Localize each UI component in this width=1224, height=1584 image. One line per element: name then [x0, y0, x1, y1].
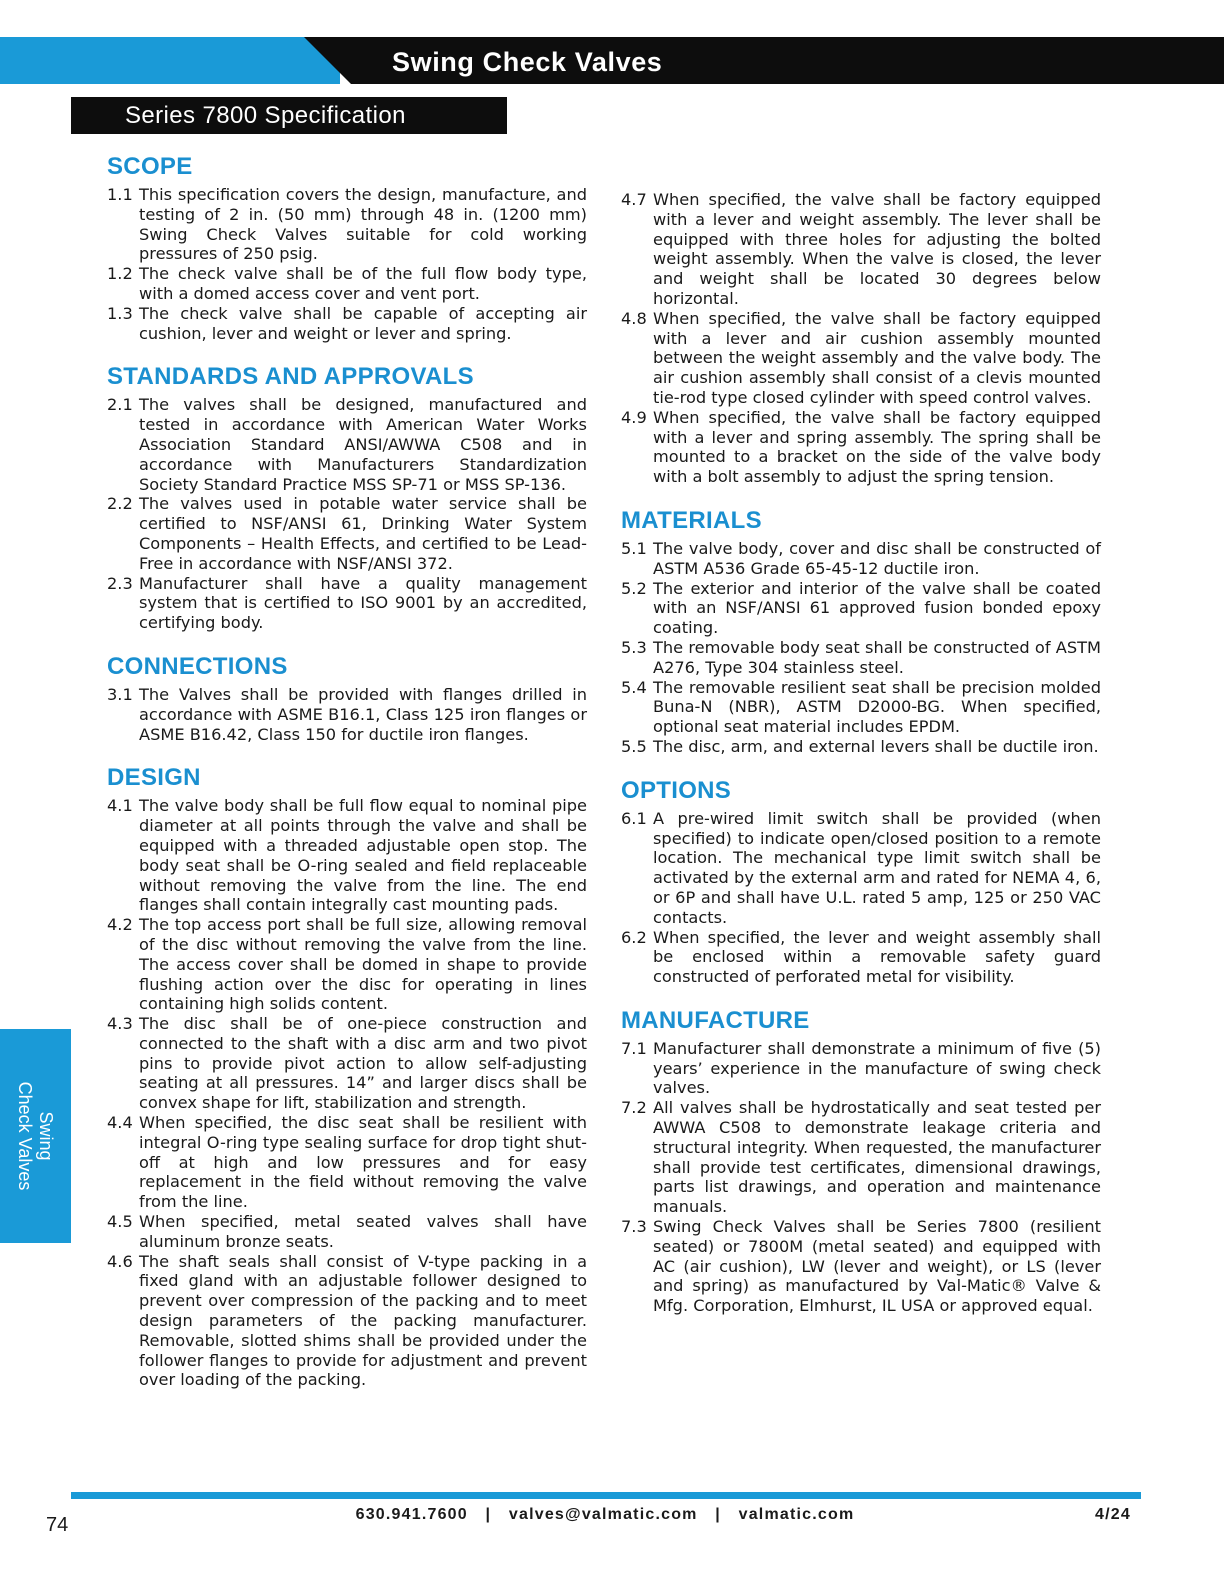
spec-item-number: 4.8	[621, 308, 647, 328]
spec-item	[107, 1212, 587, 1252]
section-manufacture	[621, 1007, 1101, 1316]
section-scope	[107, 153, 587, 343]
left-column	[107, 153, 587, 1410]
spec-item-text: The shaft seals shall consist of V-type packing in a fixed gland with an adjustable follower designed to prevent over compression of the packing and to meet design parameters of the packing manufacturer. Removable, slotted shims shall be provided under the follower flanges to provide for adjustment and prevent over loading of the packing.	[139, 1251, 587, 1390]
section-heading: CONNECTIONS	[107, 652, 288, 680]
section-heading: OPTIONS	[621, 776, 732, 804]
spec-item-number: 5.3	[621, 637, 647, 657]
spec-item-number: 4.3	[107, 1014, 133, 1034]
footer-contact	[0, 1506, 1224, 1524]
page-title: Swing Check Valves	[392, 47, 663, 77]
spec-item-text: Manufacturer shall have a quality management system that is certified to ISO 9001 by an accredited, certifying body.	[139, 573, 587, 633]
spec-item	[621, 1217, 1101, 1316]
spec-item-number: 1.1	[107, 185, 133, 204]
section-heading: SCOPE	[107, 153, 193, 180]
spec-item	[107, 185, 587, 264]
spec-item-number: 1.3	[107, 303, 133, 323]
footer-website-link[interactable]: valmatic.com	[738, 1506, 855, 1523]
spec-item	[621, 1098, 1101, 1217]
spec-item-text: When specified, the valve shall be factory equipped with a lever and air cushion assembly mounted between the weight assembly and the valve body. The air cushion assembly shall consist of a clevis mounted tie-rod type closed cylinder with speed control valves.	[653, 308, 1101, 407]
spec-item-text: The valve body shall be full flow equal to nominal pipe diameter at all points through the valve and shall be equipped with a threaded adjustable open stop. The body seat shall be O-ring sealed and field replaceable without removing the valve from the line. The end flanges shall contain integrally cast mounting pads.	[139, 796, 587, 915]
spec-item-text: Manufacturer shall demonstrate a minimum of five (5) years’ experience in the manufacture of swing check valves.	[653, 1038, 1101, 1098]
page-number: 74	[46, 1514, 69, 1536]
spec-item-text: The removable body seat shall be constructed of ASTM A276, Type 304 stainless steel.	[653, 637, 1101, 677]
spec-item	[621, 928, 1101, 987]
spec-item-number: 4.2	[107, 915, 133, 935]
spec-item-number: 4.1	[107, 796, 133, 816]
right-column	[621, 190, 1101, 1336]
section-heading: MANUFACTURE	[621, 1006, 810, 1034]
side-tab-line-2: Check Valves	[15, 1081, 35, 1191]
page-subtitle: Series 7800 Specification	[71, 97, 507, 134]
spec-item-text: The exterior and interior of the valve shall be coated with an NSF/ANSI 61 approved fusion bonded epoxy coating.	[653, 578, 1101, 638]
section-standards	[107, 363, 587, 633]
spec-item	[107, 1014, 587, 1113]
section-design	[107, 764, 587, 1390]
spec-item-text: When specified, the valve shall be factory equipped with a lever and spring assembly. The spring shall be mounted to a bracket on the side of the valve body with a bolt assembly to adjust the spring tension.	[653, 407, 1101, 487]
spec-item-number: 7.1	[621, 1038, 647, 1058]
spec-item	[621, 309, 1101, 408]
spec-item-number: 4.7	[621, 190, 647, 209]
spec-item-text: When specified, metal seated valves shall have aluminum bronze seats.	[139, 1212, 587, 1251]
section-materials	[621, 507, 1101, 757]
footer-phone[interactable]: 630.941.7600	[355, 1506, 468, 1523]
spec-item-text: When specified, the disc seat shall be resilient with integral O-ring type sealing surface for drop tight shut-off at high and low pressures and for easy replacement in the field without removing the valve from the line.	[139, 1113, 587, 1212]
spec-item	[107, 1113, 587, 1212]
spec-item	[107, 685, 587, 744]
spec-item	[621, 809, 1101, 928]
side-tab-label	[14, 1082, 56, 1191]
spec-item-number: 4.6	[107, 1251, 133, 1271]
spec-item	[107, 494, 587, 573]
spec-item	[107, 395, 587, 494]
spec-item-text: The check valve shall be of the full flow body type, with a domed access cover and vent port.	[139, 264, 587, 303]
spec-item	[107, 304, 587, 344]
spec-item-text: The Valves shall be provided with flanges drilled in accordance with ASME B16.1, Class 125 iron flanges or ASME B16.42, Class 150 for ductile iron flanges.	[139, 684, 587, 744]
spec-item-number: 4.4	[107, 1113, 133, 1133]
spec-item-number: 2.1	[107, 395, 133, 415]
header-blue-band	[0, 37, 340, 84]
section-options	[621, 777, 1101, 987]
spec-item	[621, 539, 1101, 579]
spec-item	[107, 574, 587, 633]
spec-item-text: When specified, the lever and weight assembly shall be enclosed within a removable safety guard constructed of perforated metal for visibility.	[653, 927, 1101, 987]
spec-item	[107, 1252, 587, 1391]
spec-item	[621, 408, 1101, 487]
spec-item-number: 5.5	[621, 736, 647, 756]
spec-item	[107, 915, 587, 1014]
spec-item	[621, 579, 1101, 638]
spec-item-text: A pre-wired limit switch shall be provided (when specified) to indicate open/closed position to a remote location. The mechanical type limit switch shall be activated by the external arm and rated for NEMA 4, 6, or 6P and shall have U.L. rated 5 amp, 125 or 250 VAC contacts.	[653, 808, 1101, 927]
spec-item-text: The disc shall be of one-piece construction and connected to the shaft with a disc arm and two pivot pins to provide pivot action to allow self-adjusting seating at all pressures. 14” and larger discs shall be convex shape for lift, stabilization and strength.	[139, 1014, 587, 1113]
section-heading: DESIGN	[107, 764, 201, 792]
spec-item-text: The disc, arm, and external levers shall be ductile iron.	[653, 736, 1099, 756]
spec-item	[621, 190, 1101, 309]
section-connections	[107, 653, 587, 744]
spec-item	[621, 638, 1101, 678]
footer-email-link[interactable]: valves@valmatic.com	[508, 1506, 698, 1523]
spec-item-number: 4.9	[621, 407, 647, 427]
spec-item	[107, 264, 587, 304]
side-section-tab[interactable]	[0, 1029, 71, 1243]
spec-item-text: All valves shall be hydrostatically and seat tested per AWWA C508 to demonstrate leakage criteria and structural integrity. When requested, the manufacturer shall provide test certificates, dimensional drawings, parts list drawings, and operation and maintenance manuals.	[653, 1098, 1101, 1217]
spec-item-text: The check valve shall be capable of accepting air cushion, lever and weight or lever and spring.	[139, 303, 587, 343]
footer-separator: |	[715, 1506, 721, 1523]
spec-item-number: 7.3	[621, 1217, 647, 1237]
spec-item	[107, 796, 587, 915]
spec-item	[621, 678, 1101, 737]
section-heading: MATERIALS	[621, 506, 762, 534]
spec-item-number: 4.5	[107, 1212, 133, 1232]
side-tab-line-1: Swing	[36, 1111, 56, 1161]
revision-date: 4/24	[1095, 1506, 1131, 1523]
spec-item-number: 2.3	[107, 573, 133, 593]
spec-item-text: This specification covers the design, manufacture, and testing of 2 in. (50 mm) through 48 in. (1200 mm) Swing Check Valves suitable for cold working pressures of 250 psig.	[139, 185, 587, 264]
spec-item-number: 5.2	[621, 578, 647, 598]
section-heading: STANDARDS AND APPROVALS	[107, 363, 474, 391]
spec-item-text: Swing Check Valves shall be Series 7800 (resilient seated) or 7800M (metal seated) and equipped with AC (air cushion), LW (lever and weight), or LS (lever and spring) as manufactured by Val-Matic® Valve & Mfg. Corporation, Elmhurst, IL USA or approved equal.	[653, 1217, 1101, 1316]
spec-item-text: The top access port shall be full size, allowing removal of the disc without removing the valve from the line. The access cover shall be domed in shape to provide flushing action over the disc for operating in lines containing high solids content.	[139, 915, 587, 1014]
section-design-continued	[621, 190, 1101, 487]
footer-rule	[71, 1492, 1141, 1499]
spec-item-number: 2.2	[107, 494, 133, 514]
spec-item-text: The removable resilient seat shall be precision molded Buna-N (NBR), ASTM D2000-BG. When specified, optional seat material includes EPDM.	[653, 677, 1101, 737]
spec-item-text: The valve body, cover and disc shall be constructed of ASTM A536 Grade 65-45-12 ductile iron.	[653, 538, 1101, 578]
spec-item-number: 6.2	[621, 927, 647, 947]
spec-item-number: 7.2	[621, 1098, 647, 1118]
spec-item-number: 5.1	[621, 538, 647, 558]
spec-item-number: 6.1	[621, 808, 647, 828]
spec-item-number: 3.1	[107, 684, 133, 704]
spec-item-text: The valves shall be designed, manufactured and tested in accordance with American Water Works Association Standard ANSI/AWWA C508 and in accordance with Manufacturers Standardization Society Standard Practice MSS SP-71 or MSS SP-136.	[139, 395, 587, 494]
footer-separator: |	[485, 1506, 492, 1523]
spec-item	[621, 737, 1101, 757]
spec-item-text: The valves used in potable water service shall be certified to NSF/ANSI 61, Drinking Water System Components – Health Effects, and certified to be Lead-Free in accordance with NSF/ANSI 372.	[139, 494, 587, 573]
spec-item-number: 5.4	[621, 677, 647, 697]
spec-item	[621, 1039, 1101, 1098]
spec-item-text: When specified, the valve shall be factory equipped with a lever and weight assembly. The lever shall be equipped with three holes for adjusting the bolted weight assembly. When the valve is closed, the lever and weight shall be located 30 degrees below horizontal.	[653, 190, 1101, 308]
spec-item-number: 1.2	[107, 264, 133, 284]
